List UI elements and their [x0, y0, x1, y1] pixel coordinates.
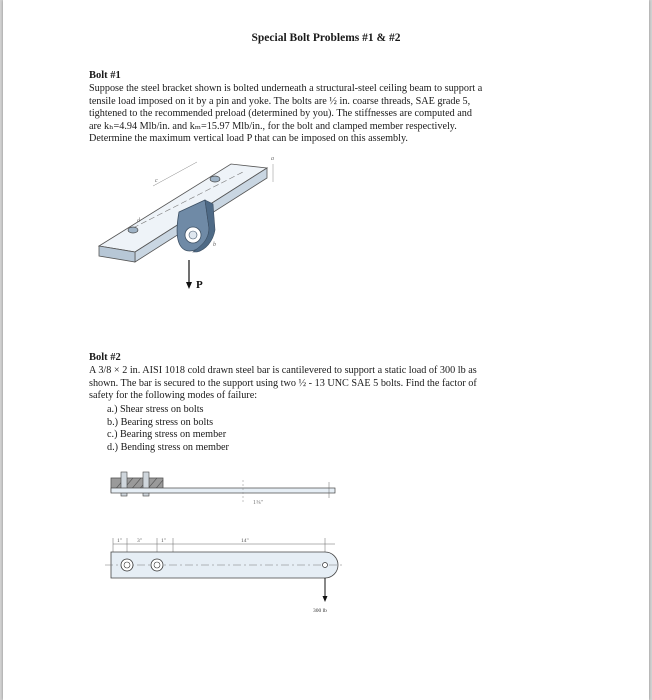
load-300-label: 300 lb [313, 608, 327, 614]
load-hole [323, 563, 328, 568]
bolt1-line: tightened to the recommended preload (determined by you). The stiffnesses are computed and [89, 108, 472, 120]
bolt2-line: shown. The bar is secured to the support using two ½ - 13 UNC SAE 5 bolts. Find the factor of [89, 377, 477, 389]
dim-14in: 14" [241, 538, 249, 544]
dim-1in-left: 1" [117, 538, 122, 544]
bolt1-line: Suppose the steel bracket shown is bolted underneath a structural-steel ceiling beam to support a [89, 83, 483, 94]
bolt2-heading: Bolt #2 [89, 352, 121, 363]
bolt2-problem-text [89, 365, 477, 403]
list-item: d.) Bending stress on member [107, 441, 229, 453]
bar-side-view [111, 488, 335, 493]
bolt1-line: tensile load imposed on it by a pin and yoke. The bolts are ½ in. coarse threads, SAE grade 5, [89, 95, 471, 107]
page-title: Special Bolt Problems #1 & #2 [251, 32, 401, 44]
load-p-label: P [196, 279, 203, 291]
dim-3in: 3" [137, 538, 142, 544]
bolt-hole-right [151, 559, 163, 571]
bolt2-line: A 3/8 × 2 in. AISI 1018 cold drawn steel bar is cantilevered to support a static load of 300 lb as [89, 365, 477, 376]
thickness-label: 1⅜" [253, 500, 263, 506]
dim-b-label: b [213, 242, 216, 248]
load-arrowhead [186, 282, 192, 289]
dim-c-label: c [155, 178, 158, 184]
bolt2-line: safety for the following modes of failure: [89, 390, 258, 402]
bracket-figure [93, 142, 283, 297]
bolt1-problem-text [89, 83, 482, 146]
bolt-hole-left [121, 559, 133, 571]
dim-d-label: d [137, 218, 140, 224]
load-300-arrowhead [323, 596, 328, 602]
bolt1-heading: Bolt #1 [89, 70, 121, 81]
bolt1-line: Determine the maximum vertical load P that can be imposed on this assembly. [89, 133, 408, 145]
failure-modes-list [107, 404, 229, 454]
document-page [3, 0, 649, 700]
bolt-head-left [128, 227, 138, 233]
dim-1in-right: 1" [161, 538, 166, 544]
list-item: a.) Shear stress on bolts [107, 404, 204, 415]
list-item: b.) Bearing stress on bolts [107, 416, 214, 428]
bolt-head-right [210, 176, 220, 182]
list-item: c.) Bearing stress on member [107, 429, 227, 441]
dim-a-label: a [271, 156, 274, 162]
bolt1-line: are kₕ=4.94 Mlb/in. and kₘ=15.97 Mlb/in., for the bolt and clamped member respectively. [89, 120, 457, 132]
cantilever-figure [103, 466, 353, 616]
